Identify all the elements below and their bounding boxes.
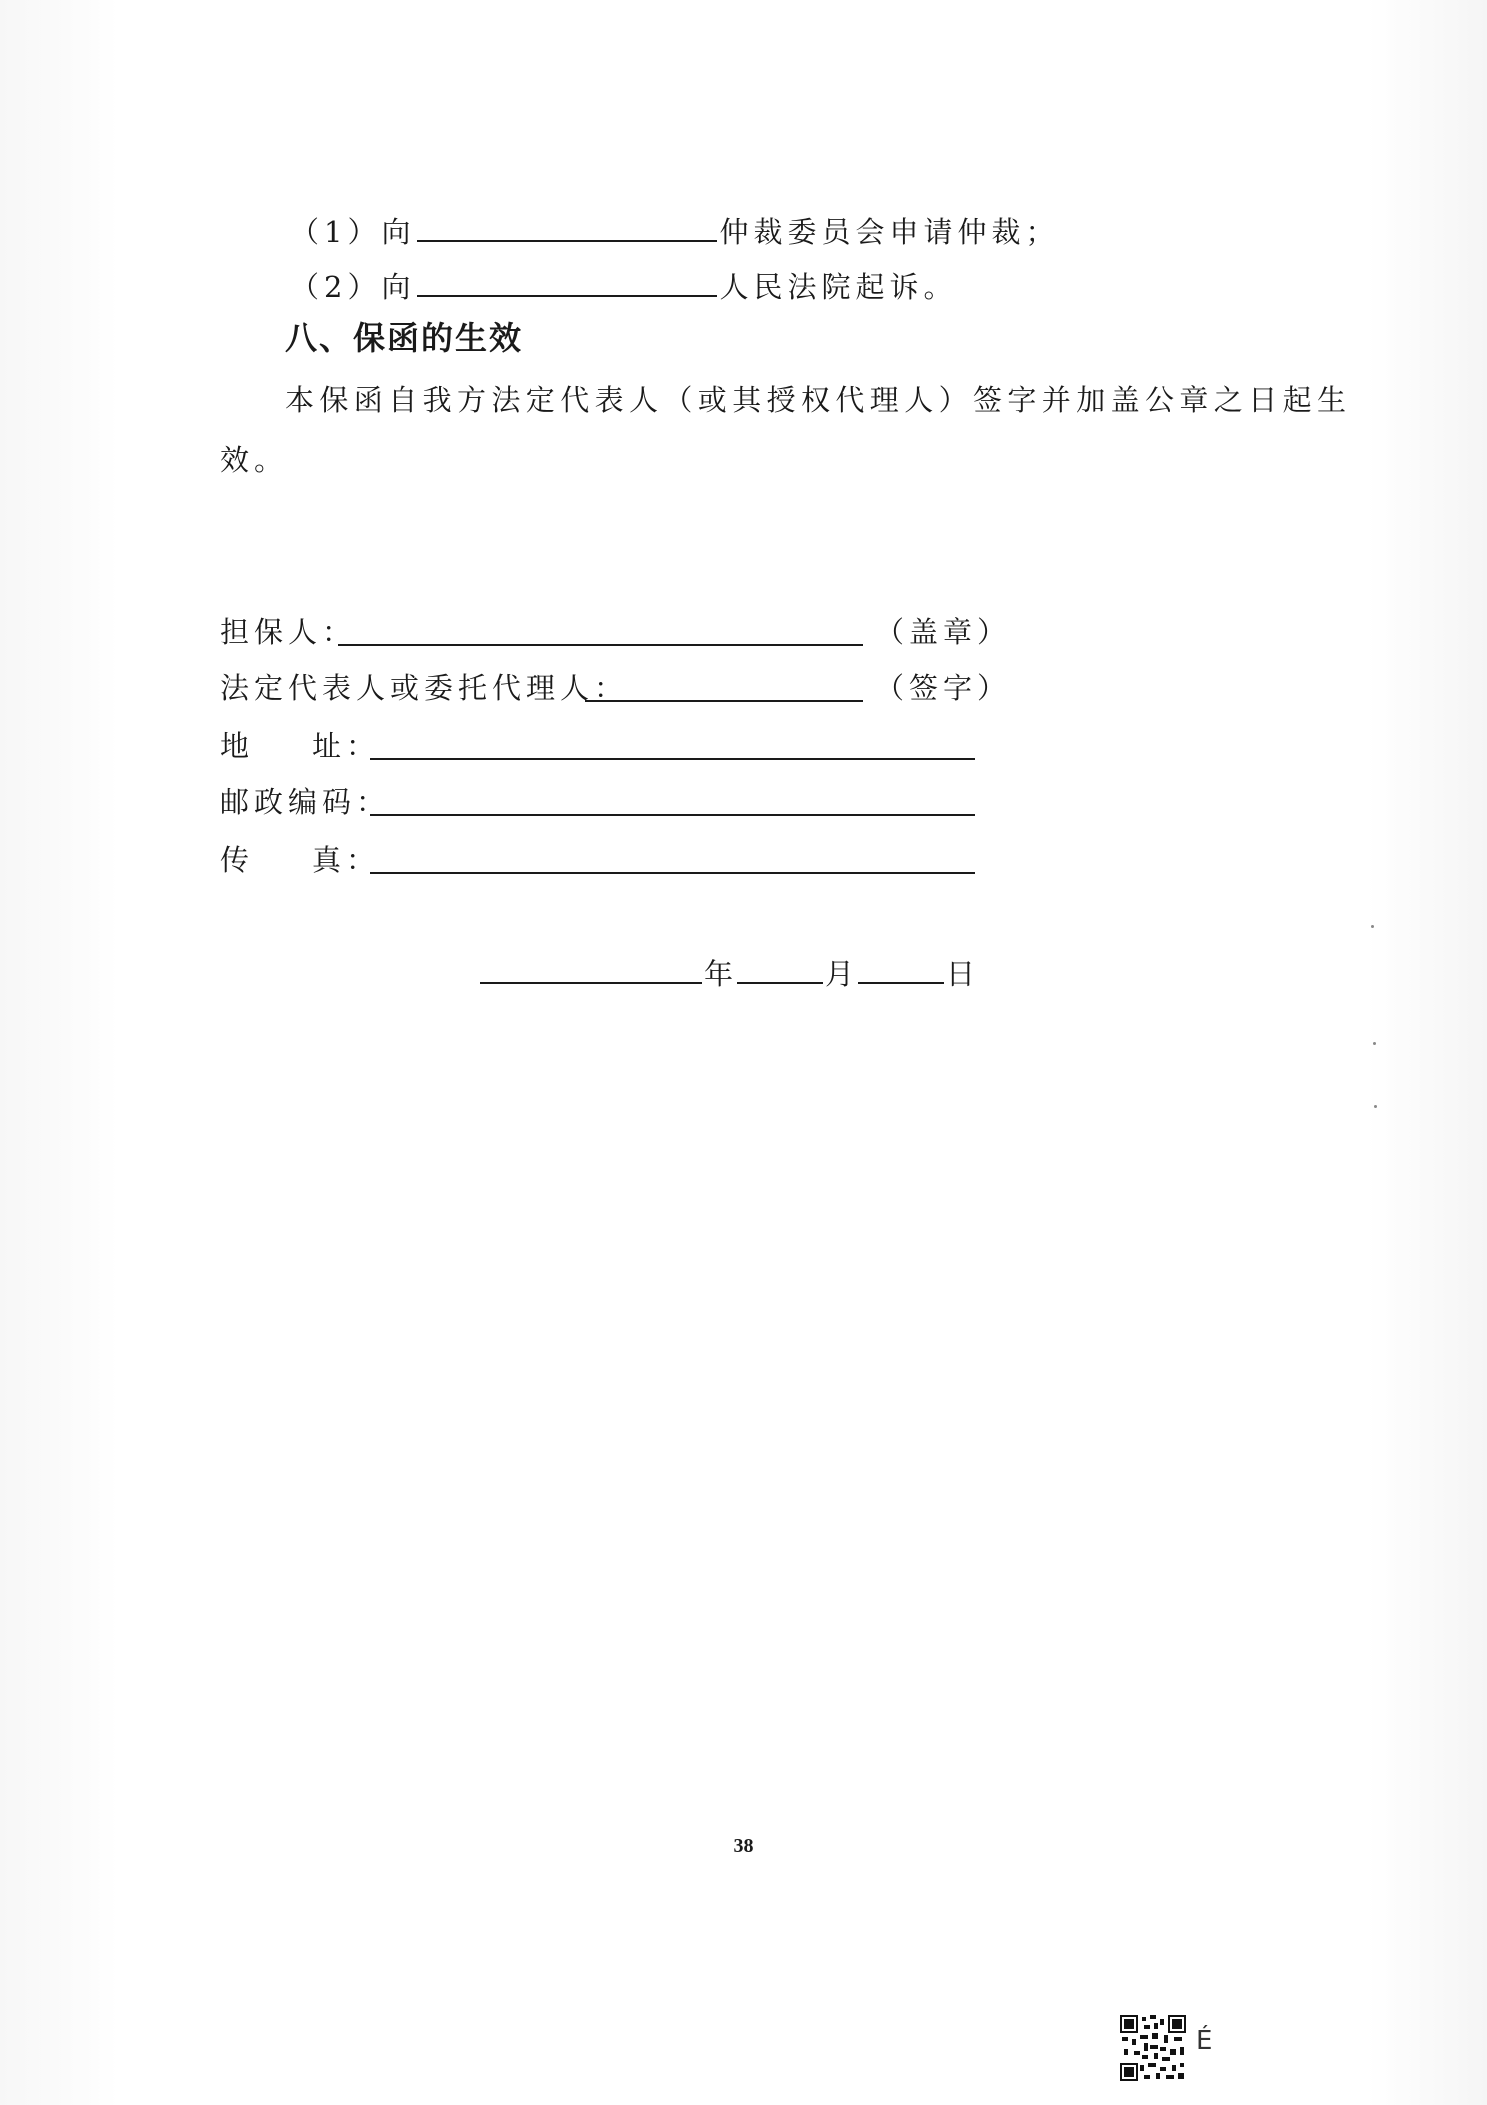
guarantor-row	[220, 612, 1012, 652]
signature-note: （签字）	[875, 671, 1012, 705]
fax-label-a: 传	[220, 843, 255, 877]
representative-blank	[585, 700, 863, 702]
section-8-paragraph-line-1: 本保函自我方法定代表人（或其授权代理人）签字并加盖公章之日起生	[285, 383, 1352, 417]
address-blank	[370, 758, 975, 760]
scan-shadow-right	[1367, 0, 1487, 2105]
representative-row	[220, 668, 1012, 708]
dispute-item-1-prefix: （1）向	[290, 215, 416, 249]
dispute-item-1-suffix: 仲裁委员会申请仲裁；	[719, 215, 1060, 249]
postcode-label: 邮政编码：	[220, 785, 391, 819]
page-number: 38	[733, 1835, 754, 1857]
guarantor-label: 担保人：	[220, 615, 357, 649]
postcode-row	[220, 782, 990, 822]
dispute-item-2-prefix: （2）向	[290, 270, 416, 304]
fax-blank	[370, 872, 975, 874]
footer-mark: É	[1196, 2026, 1213, 2056]
scan-speck	[1371, 925, 1374, 928]
address-label-b: 址：	[312, 729, 381, 763]
seal-note: （盖章）	[875, 615, 1012, 649]
fax-row	[220, 840, 990, 880]
address-label-a: 地	[220, 729, 255, 763]
representative-label: 法定代表人或委托代理人：	[220, 671, 629, 705]
court-blank	[417, 267, 717, 297]
month-blank	[737, 954, 823, 984]
guarantor-blank	[338, 644, 863, 646]
month-label: 月	[825, 957, 857, 991]
qr-code-icon	[1120, 2015, 1186, 2081]
scan-speck	[1374, 1105, 1377, 1108]
dispute-item-2	[290, 267, 957, 307]
date-line	[478, 954, 977, 994]
day-blank	[858, 954, 944, 984]
postcode-blank	[370, 814, 975, 816]
day-label: 日	[946, 957, 978, 991]
year-label: 年	[704, 957, 736, 991]
scan-speck	[1373, 1042, 1376, 1045]
dispute-item-1	[290, 212, 1059, 252]
address-row	[220, 726, 990, 766]
scan-shadow-left	[0, 0, 118, 2105]
section-8-heading: 八、保函的生效	[285, 319, 524, 357]
dispute-item-2-suffix: 人民法院起诉。	[719, 270, 958, 304]
fax-label-b: 真：	[312, 843, 381, 877]
section-8-paragraph-line-2: 效。	[220, 443, 289, 477]
year-blank	[480, 954, 702, 984]
arbitration-commission-blank	[417, 212, 717, 242]
